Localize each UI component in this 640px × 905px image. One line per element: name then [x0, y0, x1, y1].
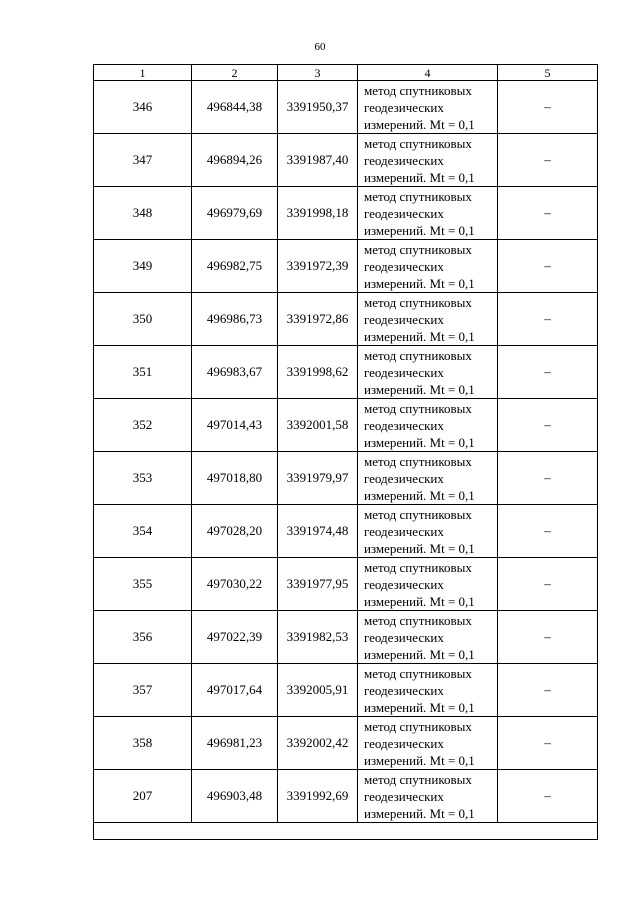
note-cell [498, 452, 598, 505]
note-dash: – [544, 682, 551, 697]
method-line: измерений. Mt = 0,1 [364, 275, 475, 291]
method-line: измерений. Mt = 0,1 [364, 805, 475, 821]
table-row [94, 770, 598, 823]
x-coordinate-cell: 496983,67 [192, 346, 278, 399]
method-line: измерений. Mt = 0,1 [364, 646, 475, 662]
note-dash: – [544, 629, 551, 644]
y-coordinate-cell: 3391972,39 [278, 240, 358, 293]
method-line: геодезических [364, 523, 444, 539]
note-cell [498, 717, 598, 770]
method-line: метод спутниковых [364, 82, 472, 98]
point-number-cell: 348 [94, 187, 192, 240]
method-line: метод спутниковых [364, 294, 472, 310]
note-dash: – [544, 417, 551, 432]
method-line: измерений. Mt = 0,1 [364, 116, 475, 132]
note-cell [498, 399, 598, 452]
method-line: измерений. Mt = 0,1 [364, 593, 475, 609]
method-line: метод спутниковых [364, 718, 472, 734]
note-cell [498, 81, 598, 134]
note-cell [498, 664, 598, 717]
y-coordinate-cell: 3392005,91 [278, 664, 358, 717]
method-line: метод спутниковых [364, 241, 472, 257]
x-coordinate-cell: 496903,48 [192, 770, 278, 823]
y-coordinate-cell: 3391998,62 [278, 346, 358, 399]
y-coordinate-cell: 3391982,53 [278, 611, 358, 664]
header-cell-3: 3 [278, 65, 358, 81]
point-number-cell: 207 [94, 770, 192, 823]
point-number-cell: 351 [94, 346, 192, 399]
point-number-cell: 346 [94, 81, 192, 134]
method-line: измерений. Mt = 0,1 [364, 540, 475, 556]
method-cell [358, 240, 498, 293]
coordinates-table [93, 64, 598, 840]
method-line: метод спутниковых [364, 665, 472, 681]
y-coordinate-cell: 3391992,69 [278, 770, 358, 823]
note-cell [498, 240, 598, 293]
method-line: метод спутниковых [364, 453, 472, 469]
x-coordinate-cell: 497017,64 [192, 664, 278, 717]
note-dash: – [544, 152, 551, 167]
method-line: геодезических [364, 470, 444, 486]
x-coordinate-cell: 496982,75 [192, 240, 278, 293]
method-cell [358, 452, 498, 505]
table-row [94, 134, 598, 187]
table-row-empty [94, 823, 598, 840]
method-cell [358, 293, 498, 346]
empty-cell [94, 823, 598, 840]
x-coordinate-cell: 496979,69 [192, 187, 278, 240]
note-dash: – [544, 99, 551, 114]
method-line: геодезических [364, 99, 444, 115]
method-line: геодезических [364, 205, 444, 221]
method-line: измерений. Mt = 0,1 [364, 699, 475, 715]
point-number-cell: 355 [94, 558, 192, 611]
note-cell [498, 558, 598, 611]
note-cell [498, 770, 598, 823]
y-coordinate-cell: 3392002,42 [278, 717, 358, 770]
table-row [94, 558, 598, 611]
point-number-cell: 358 [94, 717, 192, 770]
table-row [94, 664, 598, 717]
page-number: 60 [314, 41, 326, 53]
point-number-cell: 353 [94, 452, 192, 505]
x-coordinate-cell: 496894,26 [192, 134, 278, 187]
note-cell [498, 293, 598, 346]
method-line: метод спутниковых [364, 612, 472, 628]
method-cell [358, 81, 498, 134]
method-line: геодезических [364, 258, 444, 274]
table-row [94, 240, 598, 293]
method-cell [358, 346, 498, 399]
method-line: измерений. Mt = 0,1 [364, 328, 475, 344]
table-row [94, 399, 598, 452]
note-dash: – [544, 364, 551, 379]
method-line: метод спутниковых [364, 771, 472, 787]
method-line: измерений. Mt = 0,1 [364, 381, 475, 397]
point-number-cell: 357 [94, 664, 192, 717]
method-line: метод спутниковых [364, 347, 472, 363]
method-cell [358, 399, 498, 452]
note-dash: – [544, 788, 551, 803]
method-cell [358, 611, 498, 664]
y-coordinate-cell: 3392001,58 [278, 399, 358, 452]
method-line: геодезических [364, 682, 444, 698]
header-cell-2: 2 [192, 65, 278, 81]
note-dash: – [544, 735, 551, 750]
method-line: измерений. Mt = 0,1 [364, 434, 475, 450]
point-number-cell: 347 [94, 134, 192, 187]
x-coordinate-cell: 496986,73 [192, 293, 278, 346]
method-cell [358, 770, 498, 823]
method-line: геодезических [364, 417, 444, 433]
method-cell [358, 187, 498, 240]
method-line: метод спутниковых [364, 506, 472, 522]
table-body [94, 81, 598, 840]
method-line: геодезических [364, 788, 444, 804]
method-line: геодезических [364, 576, 444, 592]
method-line: измерений. Mt = 0,1 [364, 169, 475, 185]
method-line: геодезических [364, 735, 444, 751]
method-cell [358, 717, 498, 770]
table-header [94, 65, 598, 81]
point-number-cell: 349 [94, 240, 192, 293]
note-dash: – [544, 311, 551, 326]
note-dash: – [544, 576, 551, 591]
x-coordinate-cell: 496844,38 [192, 81, 278, 134]
table-row [94, 717, 598, 770]
point-number-cell: 352 [94, 399, 192, 452]
note-cell [498, 611, 598, 664]
point-number-cell: 354 [94, 505, 192, 558]
method-line: метод спутниковых [364, 559, 472, 575]
method-line: метод спутниковых [364, 135, 472, 151]
method-line: метод спутниковых [364, 188, 472, 204]
note-dash: – [544, 205, 551, 220]
note-dash: – [544, 470, 551, 485]
table-row [94, 293, 598, 346]
table-row [94, 452, 598, 505]
method-line: геодезических [364, 629, 444, 645]
method-line: измерений. Mt = 0,1 [364, 487, 475, 503]
method-cell [358, 664, 498, 717]
x-coordinate-cell: 497030,22 [192, 558, 278, 611]
method-cell [358, 558, 498, 611]
x-coordinate-cell: 496981,23 [192, 717, 278, 770]
y-coordinate-cell: 3391977,95 [278, 558, 358, 611]
table-row [94, 505, 598, 558]
method-line: геодезических [364, 311, 444, 327]
table-row [94, 81, 598, 134]
method-line: измерений. Mt = 0,1 [364, 752, 475, 768]
point-number-cell: 356 [94, 611, 192, 664]
y-coordinate-cell: 3391974,48 [278, 505, 358, 558]
method-line: измерений. Mt = 0,1 [364, 222, 475, 238]
header-cell-1: 1 [94, 65, 192, 81]
method-line: геодезических [364, 152, 444, 168]
note-cell [498, 187, 598, 240]
y-coordinate-cell: 3391987,40 [278, 134, 358, 187]
y-coordinate-cell: 3391972,86 [278, 293, 358, 346]
table-row [94, 611, 598, 664]
header-row [94, 65, 598, 81]
method-line: геодезических [364, 364, 444, 380]
method-cell [358, 134, 498, 187]
x-coordinate-cell: 497022,39 [192, 611, 278, 664]
point-number-cell: 350 [94, 293, 192, 346]
note-cell [498, 134, 598, 187]
method-line: метод спутниковых [364, 400, 472, 416]
note-dash: – [544, 523, 551, 538]
note-cell [498, 505, 598, 558]
method-cell [358, 505, 498, 558]
note-dash: – [544, 258, 551, 273]
y-coordinate-cell: 3391998,18 [278, 187, 358, 240]
y-coordinate-cell: 3391950,37 [278, 81, 358, 134]
x-coordinate-cell: 497018,80 [192, 452, 278, 505]
x-coordinate-cell: 497028,20 [192, 505, 278, 558]
header-cell-4: 4 [358, 65, 498, 81]
table-row [94, 187, 598, 240]
x-coordinate-cell: 497014,43 [192, 399, 278, 452]
table-row [94, 346, 598, 399]
header-cell-5: 5 [498, 65, 598, 81]
y-coordinate-cell: 3391979,97 [278, 452, 358, 505]
note-cell [498, 346, 598, 399]
